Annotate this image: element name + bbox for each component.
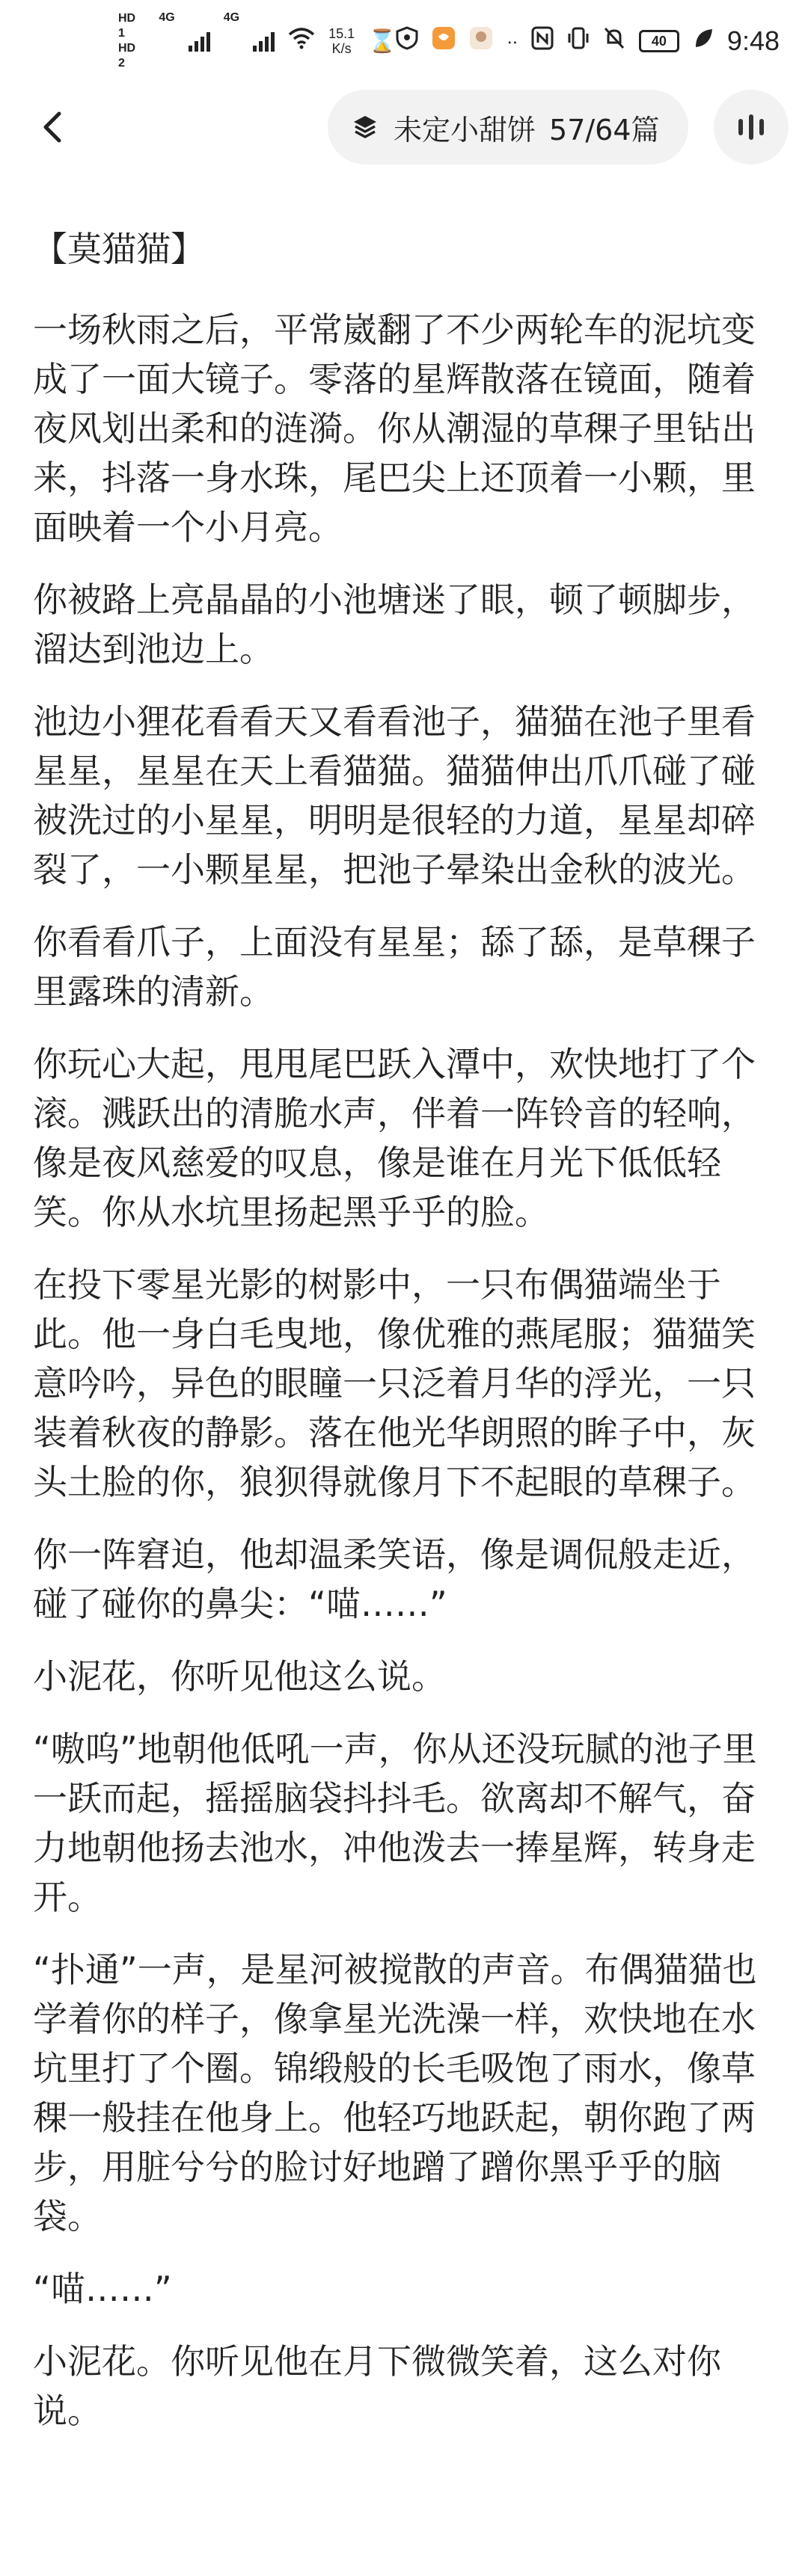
chapter-title: 未定小甜饼 <box>394 113 536 147</box>
hourglass-icon: ⌛ <box>368 28 397 54</box>
paragraph: 你看看爪子，上面没有星星；舔了舔，是草稞子里露珠的清新。 <box>33 922 756 1012</box>
paragraph: 在投下零星光影的树影中，一只布偶猫端坐于此。他一身白毛曳地，像优雅的燕尾服；猫猫笑意吟吟，异色的眼瞳一只泛着月华的浮光，一只装着秋夜的静影。落在他光华朗照的眸子中，灰头土脸的你，狼狈得就像月下不起眼的草稞子。 <box>33 1264 756 1502</box>
paragraph: 你一阵窘迫，他却温柔笑语，像是调侃般走近，碰了碰你的鼻尖：“喵……” <box>33 1534 756 1624</box>
paragraph: 你玩心大起，甩甩尾巴跃入潭中，欢快地打了个滚。溅跃出的清脆水声，伴着一阵铃音的轻响，像是夜风慈爱的叹息，像是谁在月光下低低轻笑。你从水坑里扬起黑乎乎的脸。 <box>33 1044 756 1232</box>
chapter-progress: 57/64篇 <box>549 113 660 147</box>
layers-icon <box>350 112 380 142</box>
status-bar <box>0 0 808 82</box>
paragraph: 一场秋雨之后，平常崴翻了不少两轮车的泥坑变成了一面大镜子。零落的星辉散落在镜面，随着夜风划出柔和的涟漪。你从潮湿的草稞子里钻出来，抖落一身水珠，尾巴尖上还顶着一小颗，里面映着一个小月亮。 <box>33 310 756 547</box>
mute-bell-icon <box>603 26 625 56</box>
paragraph: 小泥花，你听见他这么说。 <box>33 1656 446 1697</box>
reader-toolbar <box>0 82 808 172</box>
clock: 9:48 <box>726 25 780 56</box>
paragraph: 池边小狸花看看天又看看池子，猫猫在池子里看星星，星星在天上看猫猫。猫猫伸出爪爪碰了碰被洗过的小星星，明明是很轻的力道，星星却碎裂了，一小颗星星，把池子晕染出金秋的波光。 <box>33 701 756 890</box>
hd-indicator <box>118 11 145 71</box>
paragraph: “扑通”一声，是星河被搅散的声音。布偶猫猫也学着你的样子，像拿星光洗澡一样，欢快地在水坑里打了个圈。锦缎般的长毛吸饱了雨水，像草稞一般挂在他身上。他轻巧地跃起，朝你跑了两步，用脏兮兮的脸讨好地蹭了蹭你黑乎乎的脑袋。 <box>33 1949 757 2237</box>
article-body <box>33 224 781 2459</box>
more-dots-icon: ∙∙ <box>506 29 518 52</box>
paragraph: 小泥花。你听见他在月下微微笑着，这么对你说。 <box>33 2341 721 2431</box>
status-left <box>118 11 396 71</box>
avatar-notification-icon <box>469 26 493 56</box>
speed-unit: K/s <box>331 41 352 56</box>
signal1-icon <box>189 31 210 52</box>
battery-level: 40 <box>651 33 667 49</box>
shield-icon <box>396 26 418 56</box>
chevron-left-icon <box>41 111 64 144</box>
network-speed <box>328 26 355 56</box>
hd2-label: HD 2 <box>118 42 136 70</box>
paragraph: “嗷呜”地朝他低吼一声，你从还没玩腻的池子里一跃而起，摇摇脑袋抖抖毛。欲离却不解气，奋力地朝他扬去池水，冲他泼去一捧星辉，转身走开。 <box>33 1729 757 1917</box>
net2-label: 4G <box>223 11 240 24</box>
article-title: 【莫猫猫】 <box>33 229 205 269</box>
status-right <box>396 25 780 57</box>
vibrate-icon <box>567 26 590 56</box>
app-notification-icon <box>432 26 456 56</box>
paragraph: “喵……” <box>33 2269 172 2309</box>
bars-icon <box>735 114 767 140</box>
paragraph: 你被路上亮晶晶的小池塘迷了眼，顿了顿脚步，溜达到池边上。 <box>33 580 756 669</box>
audio-menu-button[interactable] <box>714 90 789 165</box>
signal2-icon <box>253 31 275 52</box>
charging-leaf-icon <box>693 26 714 56</box>
battery-icon <box>639 30 679 52</box>
net1-label: 4G <box>159 11 175 24</box>
back-button[interactable] <box>30 105 75 150</box>
speed-value: 15.1 <box>328 26 355 41</box>
nfc-icon <box>531 26 554 56</box>
wifi-icon <box>288 27 315 55</box>
chapter-selector[interactable] <box>328 90 688 165</box>
hd1-label: HD 1 <box>118 12 136 40</box>
